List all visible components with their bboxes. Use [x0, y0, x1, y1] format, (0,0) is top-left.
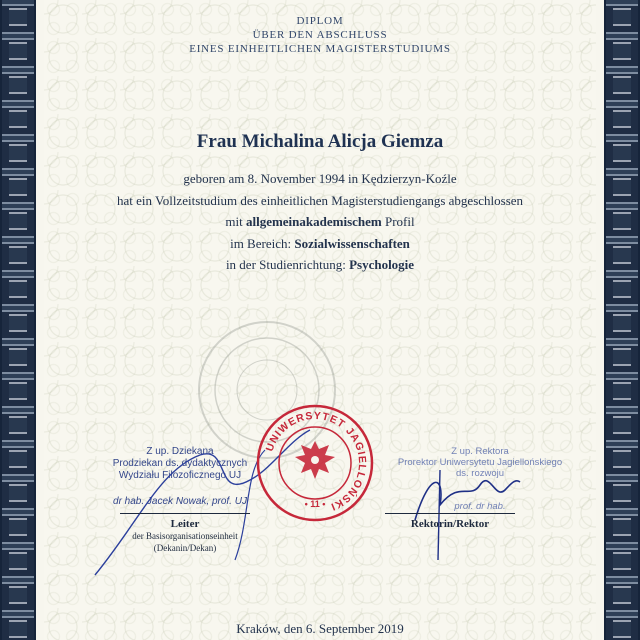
- eagle-icon: [295, 441, 335, 479]
- header-line-3: EINES EINHEITLICHEN MAGISTERSTUDIUMS: [189, 43, 451, 55]
- diploma-body: [0, 168, 640, 276]
- header-line-1: DIPLOM: [296, 15, 344, 27]
- right-signatory-name: prof. dr hab.: [454, 501, 506, 512]
- left-sign-line-3: Wydziału Filozoficznego UJ: [118, 470, 242, 481]
- profile-line: [0, 211, 640, 233]
- left-caption-title: Leiter: [170, 518, 200, 530]
- left-ornamental-border: [0, 0, 36, 640]
- profile-prefix: mit: [225, 214, 243, 229]
- left-caption-sub-1: der Basisorganisationseinheit: [132, 531, 238, 541]
- diploma-header: [0, 14, 640, 56]
- right-signature-line: [385, 513, 515, 514]
- right-sign-line-1: Z up. Rektora: [451, 446, 509, 457]
- profile-suffix: Profil: [384, 214, 415, 229]
- completion-line: hat ein Vollzeitstudium des einheitlichen Magisterstudiengangs abgeschlossen: [116, 192, 524, 208]
- right-signatory-stamp: [370, 446, 590, 512]
- right-sign-line-3: ds. rozwoju: [455, 468, 505, 479]
- right-caption: Rektorin/Rektor: [410, 518, 490, 530]
- seal-number: • 11 •: [304, 499, 326, 509]
- field-line: [0, 233, 640, 255]
- right-ornamental-border: [604, 0, 640, 640]
- birth-line: geboren am 8. November 1994 in Kędzierzyn-Koźle: [183, 171, 457, 186]
- left-sign-line-2: Prodziekan ds. dydaktycznych: [112, 458, 248, 469]
- major-line: [0, 254, 640, 276]
- university-seal: [255, 403, 375, 523]
- left-signature-line: [120, 513, 250, 514]
- right-sign-line-2: Prorektor Uniwersytetu Jagiellońskiego: [397, 457, 563, 468]
- field-prefix: im Bereich:: [230, 235, 292, 251]
- seal-ring-text: UNIWERSYTET JAGIELLOŃSKI: [263, 409, 369, 513]
- header-line-2: ÜBER DEN ABSCHLUSS: [252, 29, 388, 41]
- major-prefix: in der Studienrichtung:: [225, 257, 346, 272]
- profile-value: allgemeinakademischem: [245, 214, 382, 229]
- graduate-name: Frau Michalina Alicja Giemza: [196, 131, 444, 152]
- left-sign-line-1: Z up. Dziekana: [146, 446, 214, 457]
- left-caption-sub-2: (Dekanin/Dekan): [153, 543, 217, 553]
- major-value: Psychologie: [349, 257, 415, 272]
- field-value: Sozialwissenschaften: [294, 235, 410, 251]
- place-and-date: Kraków, den 6. September 2019: [236, 621, 404, 636]
- left-signatory-name: dr hab. Jacek Nowak, prof. UJ: [113, 496, 247, 507]
- left-caption: [90, 518, 280, 554]
